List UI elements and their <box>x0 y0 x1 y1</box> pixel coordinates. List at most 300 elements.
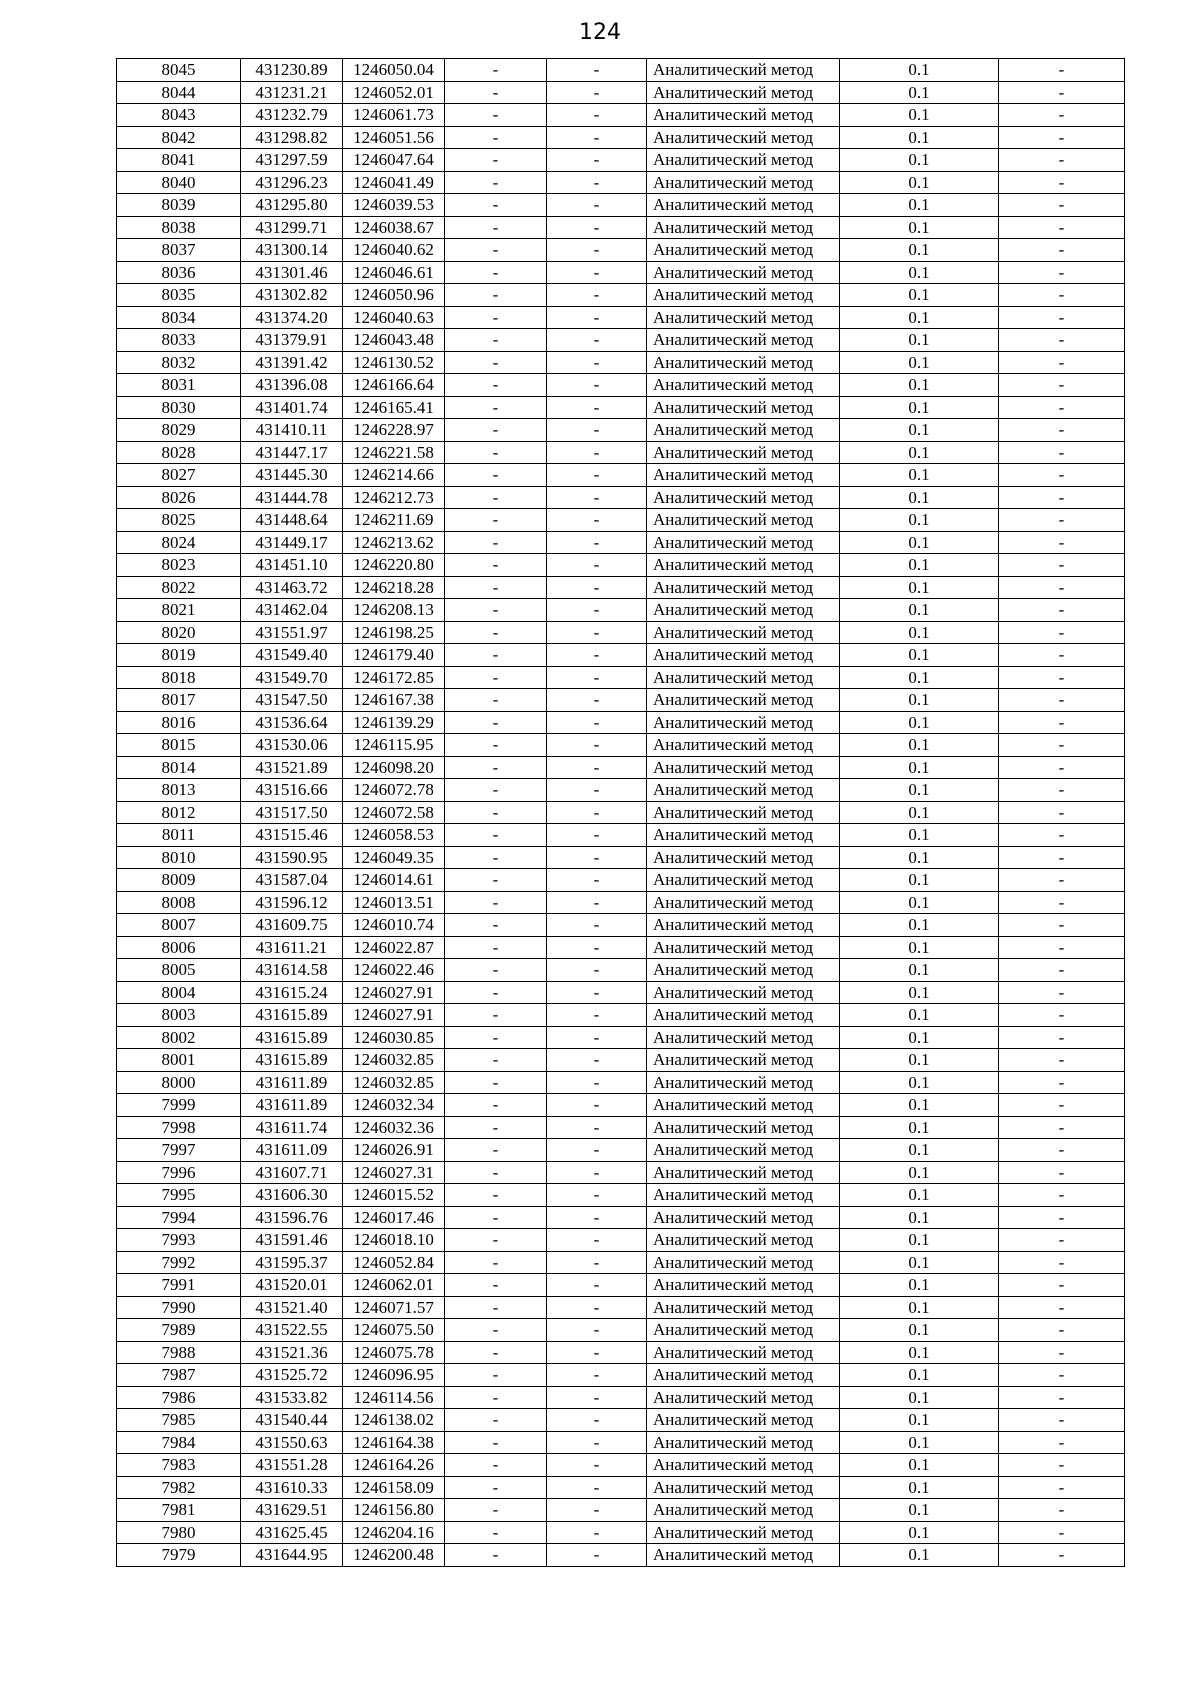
point-number-cell: 7979 <box>117 1544 241 1567</box>
table-row <box>117 1004 1125 1027</box>
y-coordinate-cell: 1246032.36 <box>343 1116 445 1139</box>
accuracy-cell: 0.1 <box>840 351 999 374</box>
accuracy-cell: 0.1 <box>840 1409 999 1432</box>
column-8-cell: - <box>999 216 1125 239</box>
table-row <box>117 1319 1125 1342</box>
table-row <box>117 936 1125 959</box>
table-row <box>117 329 1125 352</box>
column-5-cell: - <box>547 576 647 599</box>
accuracy-cell: 0.1 <box>840 464 999 487</box>
table-row <box>117 284 1125 307</box>
column-8-cell: - <box>999 1251 1125 1274</box>
column-5-cell: - <box>547 1274 647 1297</box>
accuracy-cell: 0.1 <box>840 1206 999 1229</box>
column-4-cell: - <box>445 216 547 239</box>
point-number-cell: 7982 <box>117 1476 241 1499</box>
method-cell: Аналитический метод <box>647 1364 840 1387</box>
accuracy-cell: 0.1 <box>840 1454 999 1477</box>
point-number-cell: 8016 <box>117 711 241 734</box>
table-row <box>117 441 1125 464</box>
method-cell: Аналитический метод <box>647 261 840 284</box>
column-4-cell: - <box>445 554 547 577</box>
y-coordinate-cell: 1246208.13 <box>343 599 445 622</box>
column-5-cell: - <box>547 1409 647 1432</box>
column-5-cell: - <box>547 554 647 577</box>
accuracy-cell: 0.1 <box>840 1004 999 1027</box>
y-coordinate-cell: 1246114.56 <box>343 1386 445 1409</box>
column-5-cell: - <box>547 284 647 307</box>
y-coordinate-cell: 1246026.91 <box>343 1139 445 1162</box>
column-4-cell: - <box>445 1004 547 1027</box>
y-coordinate-cell: 1246165.41 <box>343 396 445 419</box>
x-coordinate-cell: 431296.23 <box>241 171 343 194</box>
table-row <box>117 1386 1125 1409</box>
x-coordinate-cell: 431401.74 <box>241 396 343 419</box>
column-4-cell: - <box>445 846 547 869</box>
table-row <box>117 531 1125 554</box>
column-5-cell: - <box>547 1521 647 1544</box>
x-coordinate-cell: 431462.04 <box>241 599 343 622</box>
column-4-cell: - <box>445 936 547 959</box>
table-row <box>117 194 1125 217</box>
method-cell: Аналитический метод <box>647 509 840 532</box>
x-coordinate-cell: 431591.46 <box>241 1229 343 1252</box>
table-row <box>117 374 1125 397</box>
column-4-cell: - <box>445 171 547 194</box>
x-coordinate-cell: 431610.33 <box>241 1476 343 1499</box>
x-coordinate-cell: 431551.28 <box>241 1454 343 1477</box>
table-row <box>117 1341 1125 1364</box>
accuracy-cell: 0.1 <box>840 936 999 959</box>
accuracy-cell: 0.1 <box>840 1521 999 1544</box>
point-number-cell: 8023 <box>117 554 241 577</box>
column-8-cell: - <box>999 59 1125 82</box>
column-8-cell: - <box>999 126 1125 149</box>
y-coordinate-cell: 1246047.64 <box>343 149 445 172</box>
column-4-cell: - <box>445 1454 547 1477</box>
accuracy-cell: 0.1 <box>840 329 999 352</box>
table-row <box>117 824 1125 847</box>
accuracy-cell: 0.1 <box>840 689 999 712</box>
column-4-cell: - <box>445 1341 547 1364</box>
table-row <box>117 891 1125 914</box>
column-5-cell: - <box>547 509 647 532</box>
accuracy-cell: 0.1 <box>840 1386 999 1409</box>
column-5-cell: - <box>547 1431 647 1454</box>
y-coordinate-cell: 1246198.25 <box>343 621 445 644</box>
y-coordinate-cell: 1246115.95 <box>343 734 445 757</box>
point-number-cell: 7987 <box>117 1364 241 1387</box>
column-5-cell: - <box>547 1364 647 1387</box>
method-cell: Аналитический метод <box>647 1094 840 1117</box>
method-cell: Аналитический метод <box>647 1499 840 1522</box>
table-row <box>117 509 1125 532</box>
column-8-cell: - <box>999 351 1125 374</box>
column-4-cell: - <box>445 1476 547 1499</box>
method-cell: Аналитический метод <box>647 599 840 622</box>
table-row <box>117 1409 1125 1432</box>
column-5-cell: - <box>547 936 647 959</box>
column-4-cell: - <box>445 576 547 599</box>
column-5-cell: - <box>547 689 647 712</box>
column-4-cell: - <box>445 959 547 982</box>
point-number-cell: 8001 <box>117 1049 241 1072</box>
y-coordinate-cell: 1246164.26 <box>343 1454 445 1477</box>
column-8-cell: - <box>999 554 1125 577</box>
column-8-cell: - <box>999 644 1125 667</box>
y-coordinate-cell: 1246040.63 <box>343 306 445 329</box>
x-coordinate-cell: 431445.30 <box>241 464 343 487</box>
point-number-cell: 8018 <box>117 666 241 689</box>
accuracy-cell: 0.1 <box>840 869 999 892</box>
x-coordinate-cell: 431231.21 <box>241 81 343 104</box>
column-5-cell: - <box>547 104 647 127</box>
y-coordinate-cell: 1246027.31 <box>343 1161 445 1184</box>
y-coordinate-cell: 1246211.69 <box>343 509 445 532</box>
point-number-cell: 8024 <box>117 531 241 554</box>
point-number-cell: 8032 <box>117 351 241 374</box>
column-4-cell: - <box>445 1161 547 1184</box>
x-coordinate-cell: 431611.21 <box>241 936 343 959</box>
y-coordinate-cell: 1246022.87 <box>343 936 445 959</box>
x-coordinate-cell: 431230.89 <box>241 59 343 82</box>
point-number-cell: 8019 <box>117 644 241 667</box>
column-5-cell: - <box>547 1071 647 1094</box>
column-8-cell: - <box>999 981 1125 1004</box>
x-coordinate-cell: 431614.58 <box>241 959 343 982</box>
table-row <box>117 1116 1125 1139</box>
column-8-cell: - <box>999 441 1125 464</box>
point-number-cell: 8003 <box>117 1004 241 1027</box>
column-4-cell: - <box>445 644 547 667</box>
column-8-cell: - <box>999 914 1125 937</box>
x-coordinate-cell: 431396.08 <box>241 374 343 397</box>
point-number-cell: 7999 <box>117 1094 241 1117</box>
table-row <box>117 1521 1125 1544</box>
table-row <box>117 1049 1125 1072</box>
y-coordinate-cell: 1246014.61 <box>343 869 445 892</box>
x-coordinate-cell: 431533.82 <box>241 1386 343 1409</box>
y-coordinate-cell: 1246179.40 <box>343 644 445 667</box>
x-coordinate-cell: 431549.70 <box>241 666 343 689</box>
column-4-cell: - <box>445 1319 547 1342</box>
x-coordinate-cell: 431298.82 <box>241 126 343 149</box>
accuracy-cell: 0.1 <box>840 1026 999 1049</box>
x-coordinate-cell: 431521.36 <box>241 1341 343 1364</box>
column-4-cell: - <box>445 711 547 734</box>
method-cell: Аналитический метод <box>647 936 840 959</box>
y-coordinate-cell: 1246058.53 <box>343 824 445 847</box>
point-number-cell: 8017 <box>117 689 241 712</box>
method-cell: Аналитический метод <box>647 1296 840 1319</box>
method-cell: Аналитический метод <box>647 306 840 329</box>
table-row <box>117 1544 1125 1567</box>
method-cell: Аналитический метод <box>647 531 840 554</box>
table-row <box>117 1476 1125 1499</box>
x-coordinate-cell: 431551.97 <box>241 621 343 644</box>
column-8-cell: - <box>999 599 1125 622</box>
point-number-cell: 8045 <box>117 59 241 82</box>
method-cell: Аналитический метод <box>647 1386 840 1409</box>
method-cell: Аналитический метод <box>647 486 840 509</box>
method-cell: Аналитический метод <box>647 419 840 442</box>
column-4-cell: - <box>445 599 547 622</box>
accuracy-cell: 0.1 <box>840 216 999 239</box>
column-8-cell: - <box>999 1116 1125 1139</box>
column-8-cell: - <box>999 621 1125 644</box>
table-row <box>117 351 1125 374</box>
accuracy-cell: 0.1 <box>840 531 999 554</box>
column-5-cell: - <box>547 869 647 892</box>
method-cell: Аналитический метод <box>647 194 840 217</box>
table-row <box>117 59 1125 82</box>
column-5-cell: - <box>547 1049 647 1072</box>
point-number-cell: 8030 <box>117 396 241 419</box>
column-4-cell: - <box>445 891 547 914</box>
accuracy-cell: 0.1 <box>840 261 999 284</box>
column-5-cell: - <box>547 486 647 509</box>
y-coordinate-cell: 1246043.48 <box>343 329 445 352</box>
x-coordinate-cell: 431517.50 <box>241 801 343 824</box>
x-coordinate-cell: 431606.30 <box>241 1184 343 1207</box>
column-4-cell: - <box>445 261 547 284</box>
table-row <box>117 734 1125 757</box>
column-8-cell: - <box>999 1364 1125 1387</box>
x-coordinate-cell: 431391.42 <box>241 351 343 374</box>
column-4-cell: - <box>445 621 547 644</box>
method-cell: Аналитический метод <box>647 1071 840 1094</box>
accuracy-cell: 0.1 <box>840 81 999 104</box>
x-coordinate-cell: 431549.40 <box>241 644 343 667</box>
y-coordinate-cell: 1246050.04 <box>343 59 445 82</box>
method-cell: Аналитический метод <box>647 396 840 419</box>
column-8-cell: - <box>999 711 1125 734</box>
x-coordinate-cell: 431595.37 <box>241 1251 343 1274</box>
column-4-cell: - <box>445 1049 547 1072</box>
table-row <box>117 464 1125 487</box>
y-coordinate-cell: 1246022.46 <box>343 959 445 982</box>
point-number-cell: 8042 <box>117 126 241 149</box>
column-8-cell: - <box>999 1071 1125 1094</box>
column-5-cell: - <box>547 1026 647 1049</box>
point-number-cell: 7984 <box>117 1431 241 1454</box>
point-number-cell: 8008 <box>117 891 241 914</box>
accuracy-cell: 0.1 <box>840 239 999 262</box>
method-cell: Аналитический метод <box>647 1454 840 1477</box>
point-number-cell: 8002 <box>117 1026 241 1049</box>
column-4-cell: - <box>445 81 547 104</box>
point-number-cell: 7997 <box>117 1139 241 1162</box>
point-number-cell: 8005 <box>117 959 241 982</box>
column-4-cell: - <box>445 1071 547 1094</box>
y-coordinate-cell: 1246138.02 <box>343 1409 445 1432</box>
column-5-cell: - <box>547 216 647 239</box>
column-8-cell: - <box>999 261 1125 284</box>
table-row <box>117 216 1125 239</box>
x-coordinate-cell: 431590.95 <box>241 846 343 869</box>
column-5-cell: - <box>547 1229 647 1252</box>
method-cell: Аналитический метод <box>647 1431 840 1454</box>
column-4-cell: - <box>445 1116 547 1139</box>
point-number-cell: 7983 <box>117 1454 241 1477</box>
x-coordinate-cell: 431550.63 <box>241 1431 343 1454</box>
table-row <box>117 126 1125 149</box>
point-number-cell: 8025 <box>117 509 241 532</box>
y-coordinate-cell: 1246032.34 <box>343 1094 445 1117</box>
column-5-cell: - <box>547 711 647 734</box>
table-row <box>117 1274 1125 1297</box>
column-5-cell: - <box>547 239 647 262</box>
column-4-cell: - <box>445 351 547 374</box>
column-4-cell: - <box>445 374 547 397</box>
method-cell: Аналитический метод <box>647 351 840 374</box>
method-cell: Аналитический метод <box>647 239 840 262</box>
y-coordinate-cell: 1246041.49 <box>343 171 445 194</box>
x-coordinate-cell: 431463.72 <box>241 576 343 599</box>
accuracy-cell: 0.1 <box>840 1116 999 1139</box>
y-coordinate-cell: 1246204.16 <box>343 1521 445 1544</box>
table-row <box>117 1206 1125 1229</box>
column-5-cell: - <box>547 441 647 464</box>
column-5-cell: - <box>547 846 647 869</box>
column-8-cell: - <box>999 81 1125 104</box>
x-coordinate-cell: 431615.89 <box>241 1004 343 1027</box>
table-row <box>117 1071 1125 1094</box>
y-coordinate-cell: 1246098.20 <box>343 756 445 779</box>
point-number-cell: 7992 <box>117 1251 241 1274</box>
method-cell: Аналитический метод <box>647 959 840 982</box>
accuracy-cell: 0.1 <box>840 419 999 442</box>
column-8-cell: - <box>999 846 1125 869</box>
column-5-cell: - <box>547 824 647 847</box>
table-row <box>117 1161 1125 1184</box>
accuracy-cell: 0.1 <box>840 1341 999 1364</box>
column-5-cell: - <box>547 1251 647 1274</box>
x-coordinate-cell: 431525.72 <box>241 1364 343 1387</box>
column-5-cell: - <box>547 801 647 824</box>
y-coordinate-cell: 1246166.64 <box>343 374 445 397</box>
y-coordinate-cell: 1246130.52 <box>343 351 445 374</box>
x-coordinate-cell: 431611.89 <box>241 1071 343 1094</box>
x-coordinate-cell: 431611.74 <box>241 1116 343 1139</box>
y-coordinate-cell: 1246213.62 <box>343 531 445 554</box>
table-row <box>117 756 1125 779</box>
y-coordinate-cell: 1246072.58 <box>343 801 445 824</box>
column-5-cell: - <box>547 1386 647 1409</box>
point-number-cell: 8039 <box>117 194 241 217</box>
table-row <box>117 1454 1125 1477</box>
column-4-cell: - <box>445 396 547 419</box>
x-coordinate-cell: 431625.45 <box>241 1521 343 1544</box>
column-5-cell: - <box>547 1004 647 1027</box>
method-cell: Аналитический метод <box>647 1116 840 1139</box>
point-number-cell: 8009 <box>117 869 241 892</box>
column-4-cell: - <box>445 1274 547 1297</box>
y-coordinate-cell: 1246052.84 <box>343 1251 445 1274</box>
point-number-cell: 8013 <box>117 779 241 802</box>
column-4-cell: - <box>445 1094 547 1117</box>
x-coordinate-cell: 431596.12 <box>241 891 343 914</box>
x-coordinate-cell: 431587.04 <box>241 869 343 892</box>
point-number-cell: 7993 <box>117 1229 241 1252</box>
y-coordinate-cell: 1246017.46 <box>343 1206 445 1229</box>
point-number-cell: 7989 <box>117 1319 241 1342</box>
accuracy-cell: 0.1 <box>840 1161 999 1184</box>
column-5-cell: - <box>547 779 647 802</box>
column-8-cell: - <box>999 666 1125 689</box>
point-number-cell: 7990 <box>117 1296 241 1319</box>
accuracy-cell: 0.1 <box>840 666 999 689</box>
column-8-cell: - <box>999 1386 1125 1409</box>
column-4-cell: - <box>445 1364 547 1387</box>
accuracy-cell: 0.1 <box>840 621 999 644</box>
point-number-cell: 7981 <box>117 1499 241 1522</box>
column-8-cell: - <box>999 306 1125 329</box>
x-coordinate-cell: 431615.24 <box>241 981 343 1004</box>
point-number-cell: 8026 <box>117 486 241 509</box>
column-8-cell: - <box>999 756 1125 779</box>
x-coordinate-cell: 431444.78 <box>241 486 343 509</box>
table-row <box>117 1251 1125 1274</box>
column-5-cell: - <box>547 149 647 172</box>
accuracy-cell: 0.1 <box>840 1364 999 1387</box>
accuracy-cell: 0.1 <box>840 1229 999 1252</box>
accuracy-cell: 0.1 <box>840 1296 999 1319</box>
table-row <box>117 1184 1125 1207</box>
column-8-cell: - <box>999 1026 1125 1049</box>
point-number-cell: 7995 <box>117 1184 241 1207</box>
accuracy-cell: 0.1 <box>840 554 999 577</box>
method-cell: Аналитический метод <box>647 59 840 82</box>
y-coordinate-cell: 1246218.28 <box>343 576 445 599</box>
accuracy-cell: 0.1 <box>840 1251 999 1274</box>
point-number-cell: 7994 <box>117 1206 241 1229</box>
table-row <box>117 959 1125 982</box>
x-coordinate-cell: 431449.17 <box>241 531 343 554</box>
table-row <box>117 1499 1125 1522</box>
point-number-cell: 8007 <box>117 914 241 937</box>
method-cell: Аналитический метод <box>647 689 840 712</box>
column-8-cell: - <box>999 486 1125 509</box>
method-cell: Аналитический метод <box>647 1274 840 1297</box>
column-4-cell: - <box>445 1229 547 1252</box>
column-8-cell: - <box>999 149 1125 172</box>
accuracy-cell: 0.1 <box>840 1184 999 1207</box>
column-4-cell: - <box>445 464 547 487</box>
y-coordinate-cell: 1246010.74 <box>343 914 445 937</box>
x-coordinate-cell: 431611.89 <box>241 1094 343 1117</box>
method-cell: Аналитический метод <box>647 824 840 847</box>
y-coordinate-cell: 1246050.96 <box>343 284 445 307</box>
x-coordinate-cell: 431596.76 <box>241 1206 343 1229</box>
x-coordinate-cell: 431547.50 <box>241 689 343 712</box>
column-4-cell: - <box>445 914 547 937</box>
accuracy-cell: 0.1 <box>840 891 999 914</box>
y-coordinate-cell: 1246172.85 <box>343 666 445 689</box>
y-coordinate-cell: 1246051.56 <box>343 126 445 149</box>
column-8-cell: - <box>999 171 1125 194</box>
table-row <box>117 1229 1125 1252</box>
column-8-cell: - <box>999 419 1125 442</box>
method-cell: Аналитический метод <box>647 1229 840 1252</box>
accuracy-cell: 0.1 <box>840 756 999 779</box>
method-cell: Аналитический метод <box>647 1319 840 1342</box>
column-4-cell: - <box>445 666 547 689</box>
table-row <box>117 261 1125 284</box>
method-cell: Аналитический метод <box>647 81 840 104</box>
method-cell: Аналитический метод <box>647 1026 840 1049</box>
column-5-cell: - <box>547 374 647 397</box>
